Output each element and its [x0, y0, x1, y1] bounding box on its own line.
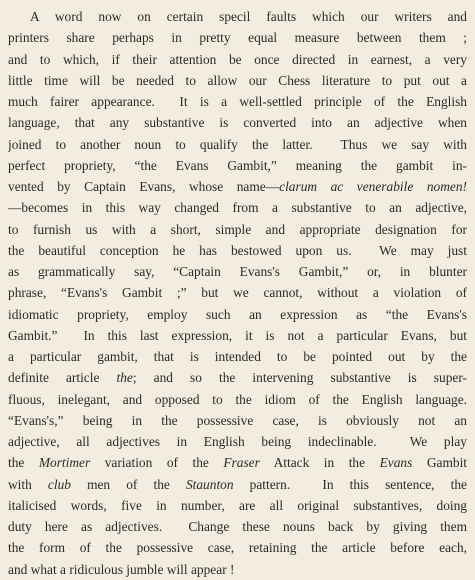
text-segment: —becomes in this way changed from a substantive to an adjective,	[8, 200, 467, 216]
italic-text: clarum ac venerabile nomen!	[279, 179, 467, 194]
text-line	[8, 155, 467, 176]
text-line	[8, 389, 467, 410]
text-line	[8, 325, 467, 346]
italic-text: Evans	[379, 455, 413, 471]
text-line	[8, 282, 467, 303]
italic-text: club	[47, 476, 71, 492]
text-line	[8, 261, 467, 282]
italic-text: Mortimer	[38, 455, 91, 471]
text-segment: Attack in the	[259, 455, 380, 471]
paragraph-body	[8, 6, 467, 580]
text-segment: phrase, “Evans's Gambit ;” but we cannot, without a violation of	[8, 285, 467, 301]
text-line	[8, 112, 467, 133]
text-line	[8, 410, 467, 431]
text-segment: variation of the	[90, 455, 224, 471]
text-segment: the	[8, 455, 39, 471]
text-segment: idiomatic propriety, employ such an expression as “the Evans's	[8, 306, 467, 322]
text-line	[8, 27, 467, 48]
text-segment: italicised words, five in number, are all original substantives, doing	[8, 497, 467, 513]
text-segment: much fairer appearance. It is a well-settled principle of the English	[8, 94, 467, 109]
text-line	[8, 6, 467, 27]
text-segment: a particular gambit, that is intended to be pointed out by the	[8, 349, 467, 364]
text-segment: and what a ridiculous jumble will appear !	[8, 561, 235, 577]
text-line	[8, 134, 467, 155]
text-segment: as grammatically say, “Captain Evans's Gambit,” or, in blunter	[8, 264, 467, 279]
text-line	[8, 474, 467, 495]
text-line	[8, 240, 467, 261]
text-segment: printers share perhaps in pretty equal measure between them ;	[8, 30, 467, 46]
text-line	[8, 367, 467, 388]
text-segment: perfect propriety, “the Evans Gambit,” meaning the gambit in-	[8, 157, 467, 173]
text-line	[8, 452, 467, 473]
text-line	[8, 559, 467, 580]
italic-text: Fraser	[223, 455, 260, 471]
text-segment: Gambit	[412, 455, 467, 471]
text-segment: “Evans's,” being in the possessive case, is obviously not an	[8, 412, 467, 428]
text-segment: little time will be needed to allow our Chess literature to put out a	[8, 72, 467, 88]
text-segment: A word now on certain speci​l faults which our writers and	[30, 9, 467, 24]
text-segment: ; and so the intervening substantive is super-	[132, 370, 467, 386]
text-segment: the form of the possessive case, retaining the article before each,	[8, 540, 467, 556]
text-segment: definite article	[8, 370, 117, 386]
text-line	[8, 304, 467, 325]
text-segment: adjective, all adjectives in English being indeclinable. We play	[8, 434, 467, 449]
text-segment: with	[8, 476, 48, 492]
text-segment: pattern. In this sentence, the	[233, 476, 467, 492]
italic-text: Staunton	[185, 476, 234, 492]
text-segment: Gambit.” In this last expression, it is not a particular Evans, but	[8, 327, 467, 343]
text-line	[8, 516, 467, 537]
text-segment: to furnish us with a short, simple and appropriate designation for	[8, 221, 467, 237]
text-segment: the beautiful conception he has bestowed upon us. We may just	[8, 242, 467, 258]
text-segment: fluous, inelegant, and opposed to the idiom of the English language.	[8, 391, 467, 407]
text-line	[8, 431, 467, 452]
italic-text: the	[116, 370, 133, 386]
text-line	[8, 537, 467, 558]
text-line	[8, 70, 467, 91]
text-segment: duty here as adjectives. Change these nouns back by giving them	[8, 519, 467, 534]
text-line	[8, 197, 467, 218]
text-segment: language, that any substantive is converted into an adjective when	[8, 115, 467, 131]
text-line	[8, 346, 467, 367]
text-segment: men of the	[70, 476, 186, 492]
text-line	[8, 176, 467, 197]
text-segment: joined to another noun to qualify the latter. Thus we say with	[8, 136, 467, 152]
text-line	[8, 49, 467, 70]
text-segment: and to which, if their attention be once directed in earnest, a very	[8, 51, 467, 67]
text-line	[8, 219, 467, 240]
text-segment: vented by Captain Evans, whose name—	[8, 179, 280, 194]
text-line	[8, 495, 467, 516]
text-line	[8, 91, 467, 112]
